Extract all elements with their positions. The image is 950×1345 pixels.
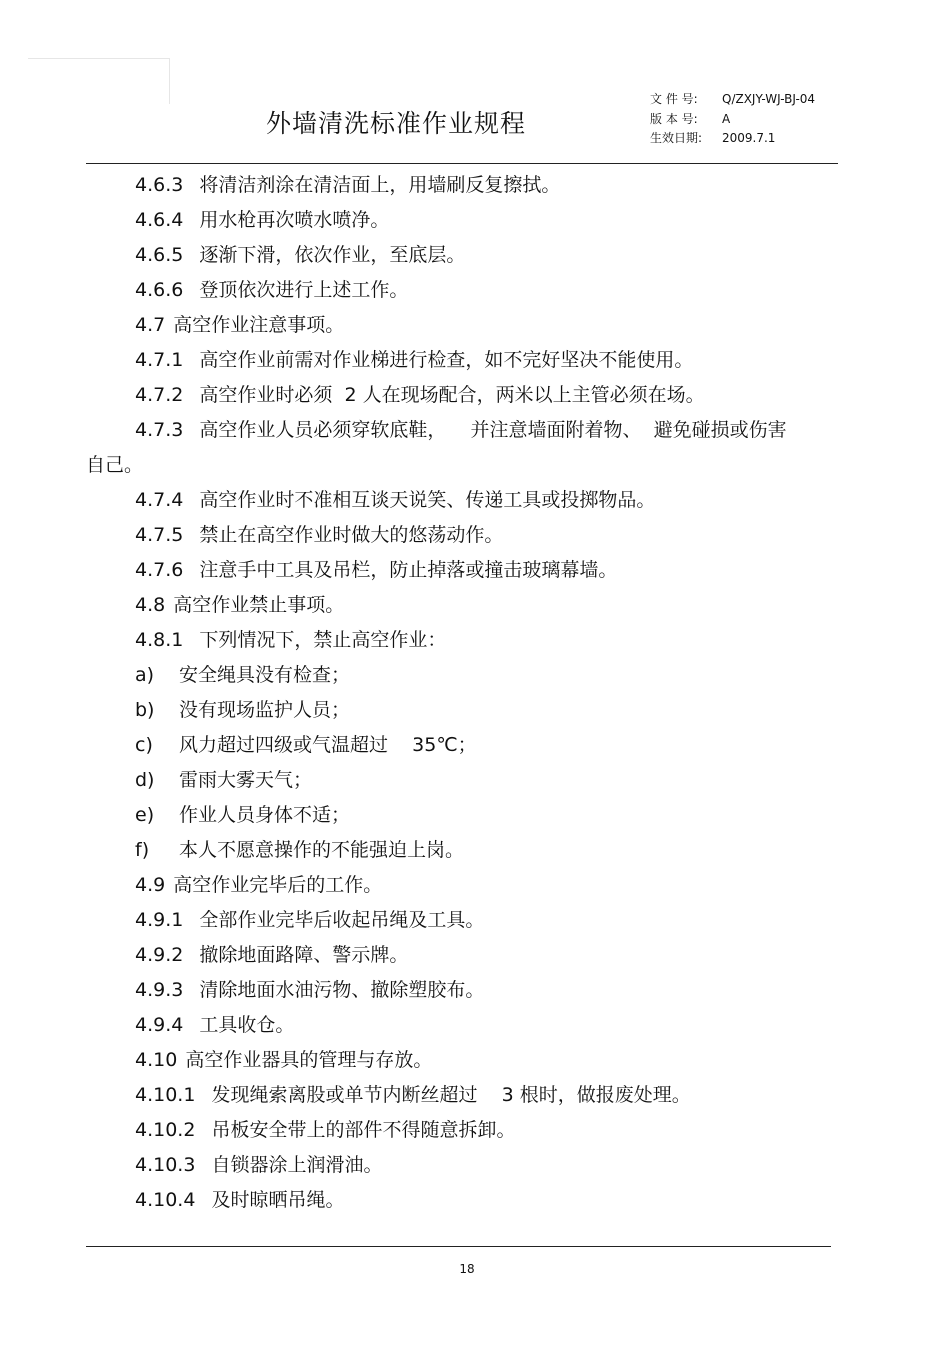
clause-text: 将清洁剂涂在清洁面上，用墙刷反复擦拭。 [199,174,561,196]
clause-line [86,238,831,273]
clause-line [86,518,831,553]
clause-text: 本人不愿意操作的不能强迫上岗。 [179,839,465,861]
clause-text: 高空作业时必须 2 人在现场配合，两米以上主管必须在场。 [199,384,705,406]
clause-line [86,1043,831,1078]
page-corner-mark [28,58,170,104]
meta-effective-date [650,129,815,149]
clause-text: 撤除地面路障、警示牌。 [199,944,409,966]
clause-line [86,308,831,343]
clause-number: 4.9.1 [135,909,184,931]
clause-line [86,938,831,973]
clause-line [86,1113,831,1148]
list-item [86,763,831,798]
clause-text: 高空作业完毕后的工作。 [173,874,383,896]
clause-line [86,203,831,238]
clause-text: 高空作业时不准相互谈天说笑、传递工具或投掷物品。 [199,489,656,511]
clause-text: 注意手中工具及吊栏，防止掉落或撞击玻璃幕墙。 [199,559,618,581]
meta-doc-no-label: 文 件 号: [650,92,698,106]
clause-number: 4.6.4 [135,209,184,231]
clause-text: 高空作业前需对作业梯进行检查，如不完好坚决不能使用。 [199,349,694,371]
clause-line [86,588,831,623]
clause-line [86,868,831,903]
clause-text: 吊板安全带上的部件不得随意拆卸。 [211,1119,516,1141]
clause-text: 禁止在高空作业时做大的悠荡动作。 [199,524,504,546]
footer-divider [86,1246,831,1247]
clause-text: 作业人员身体不适； [179,804,351,826]
clause-number: 4.10.1 [135,1084,196,1106]
meta-effective-value: 2009.7.1 [722,131,776,145]
clause-text: 安全绳具没有检查； [179,664,351,686]
clause-line [86,1078,831,1113]
clause-number: 4.10.2 [135,1119,196,1141]
meta-version-value: A [722,111,731,126]
clause-text: 高空作业器具的管理与存放。 [185,1049,433,1071]
clause-number: 4.7.1 [135,349,184,371]
document-body [86,168,831,1218]
clause-number: 4.8.1 [135,629,184,651]
clause-text: 及时晾晒吊绳。 [211,1189,345,1211]
meta-effective-label: 生效日期: [650,131,703,145]
clause-text: 没有现场监护人员； [179,699,351,721]
page-number: 18 [459,1262,475,1276]
clause-line [86,413,831,448]
clause-number: 4.7 [135,314,166,336]
clause-line [86,483,831,518]
clause-line [86,623,831,658]
list-marker: e) [135,804,155,826]
header-divider [86,163,838,164]
clause-text: 登顶依次进行上述工作。 [199,279,409,301]
clause-line [86,378,831,413]
clause-text: 高空作业人员必须穿软底鞋， 并注意墙面附着物、 避免碰损或伤害 [199,419,787,441]
list-marker: f) [135,839,150,861]
document-title: 外墙清洗标准作业规程 [266,109,527,138]
clause-line [86,1148,831,1183]
clause-line [86,1183,831,1218]
clause-line [86,903,831,938]
clause-text: 逐渐下滑，依次作业，至底层。 [199,244,466,266]
clause-line [86,553,831,588]
list-item [86,693,831,728]
clause-text: 高空作业注意事项。 [173,314,345,336]
list-item [86,798,831,833]
list-marker: c) [135,734,153,756]
clause-number: 4.9.4 [135,1014,184,1036]
clause-number: 4.7.3 [135,419,184,441]
clause-number: 4.7.6 [135,559,184,581]
clause-number: 4.10.3 [135,1154,196,1176]
clause-line [86,343,831,378]
list-marker: d) [135,769,155,791]
meta-version-label: 版 本 号: [650,111,698,126]
clause-text: 全部作业完毕后收起吊绳及工具。 [199,909,485,931]
clause-number: 4.6.3 [135,174,184,196]
clause-number: 4.9.2 [135,944,184,966]
clause-text: 发现绳索离股或单节内断丝超过 3 根时，做报废处理。 [211,1084,691,1106]
clause-line [86,1008,831,1043]
clause-text: 清除地面水油污物、撤除塑胶布。 [199,979,485,1001]
clause-text: 下列情况下，禁止高空作业： [199,629,447,651]
clause-number: 4.6.6 [135,279,184,301]
meta-version [650,110,815,130]
clause-line [86,168,831,203]
clause-number: 4.7.5 [135,524,184,546]
clause-number: 4.10.4 [135,1189,196,1211]
clause-line [86,973,831,1008]
clause-text: 自锁器涂上润滑油。 [211,1154,383,1176]
clause-line [86,273,831,308]
clause-text: 工具收仓。 [199,1014,295,1036]
clause-text: 雷雨大雾天气； [179,769,313,791]
list-item [86,833,831,868]
clause-text: 风力超过四级或气温超过 35℃； [179,734,477,756]
clause-number: 4.6.5 [135,244,184,266]
list-item [86,658,831,693]
clause-number: 4.7.4 [135,489,184,511]
clause-number: 4.8 [135,594,166,616]
clause-text: 高空作业禁止事项。 [173,594,345,616]
document-meta [650,90,815,149]
clause-number: 4.9 [135,874,166,896]
clause-text: 用水枪再次喷水喷净。 [199,209,390,231]
meta-doc-no [650,90,815,110]
list-marker: a) [135,664,155,686]
clause-number: 4.9.3 [135,979,184,1001]
clause-continuation: 自己。 [86,454,144,476]
clause-number: 4.7.2 [135,384,184,406]
list-marker: b) [135,699,155,721]
meta-doc-no-value: Q/ZXJY-WJ-BJ-04 [722,92,816,106]
list-item [86,728,831,763]
clause-number: 4.10 [135,1049,178,1071]
